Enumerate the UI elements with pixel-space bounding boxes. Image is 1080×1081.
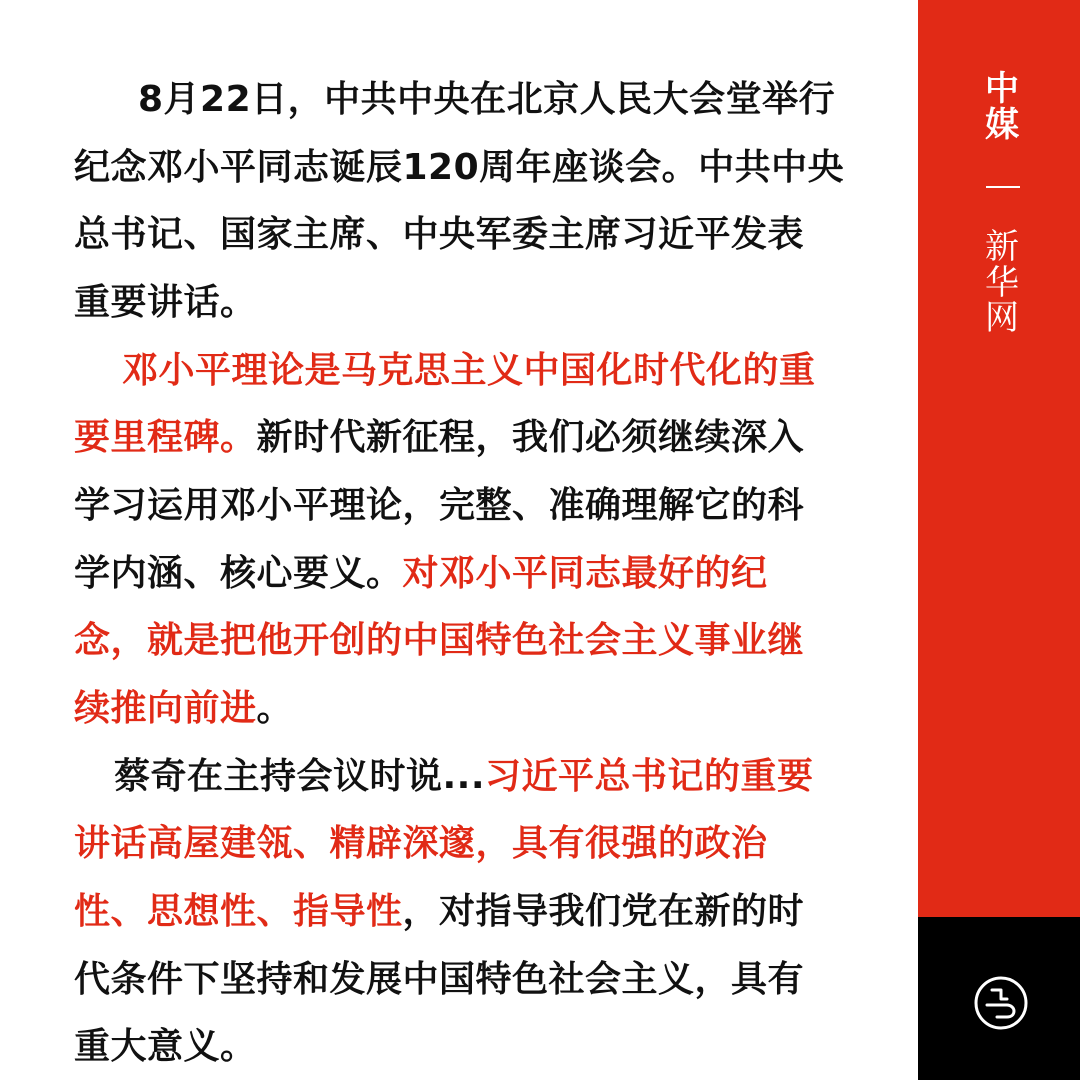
body-text: 。 xyxy=(256,688,294,730)
body-text: 学内涵、核心要义。 xyxy=(74,552,403,594)
paragraph-3-line-1 xyxy=(74,743,844,811)
source-label xyxy=(982,227,1022,339)
brand-char: 媒 xyxy=(985,104,1019,145)
paragraph-2-line-2 xyxy=(74,404,844,472)
highlight-text: 性、思想性、指导性 xyxy=(74,891,403,933)
paragraph-1 xyxy=(74,66,844,337)
body-text: ，对指导我们党在新的时 xyxy=(402,891,805,933)
paragraph-2-line-4 xyxy=(74,540,844,608)
paragraph-2-line-3: 学习运用邓小平理论，完整、准确理解它的科 xyxy=(74,485,805,527)
source-char: 新 xyxy=(985,227,1019,267)
highlight-text: 续推向前进 xyxy=(74,688,257,730)
highlight-text: 要里程碑。 xyxy=(74,417,257,459)
paragraph-3 xyxy=(74,743,844,1081)
paragraph-2-line-1: 邓小平理论是马克思主义中国化时代化的重 xyxy=(122,349,816,391)
paragraph-2-line-5: 念，就是把他开创的中国特色社会主义事业继 xyxy=(74,620,805,662)
sidebar-red-panel xyxy=(918,0,1080,917)
article-body xyxy=(74,66,844,1081)
source-char: 华 xyxy=(985,262,1019,303)
paragraph-1-line-1: 8月22日，中共中央在北京人民大会堂举行 xyxy=(138,79,836,120)
divider-dash xyxy=(986,186,1020,188)
highlight-text: 对邓小平同志最好的纪 xyxy=(402,552,768,594)
highlight-text: 习近平总书记的重要 xyxy=(485,755,814,797)
paragraph-1-line-2: 纪念邓小平同志诞辰120周年座谈会。中共中央 xyxy=(74,146,845,188)
paragraph-3-line-3 xyxy=(74,878,844,946)
paragraph-2 xyxy=(74,337,844,743)
paragraph-3-line-5: 重大意义。 xyxy=(74,1026,257,1068)
paragraph-3-line-2: 讲话高屋建瓴、精辟深邃，具有很强的政治 xyxy=(74,823,768,865)
sidebar-footer xyxy=(918,917,1080,1080)
brand-label xyxy=(982,69,1022,145)
paragraph-3-line-4: 代条件下坚持和发展中国特色社会主义，具有 xyxy=(74,958,805,1000)
brand-char: 中 xyxy=(985,69,1019,109)
body-text: 蔡奇在主持会议时说... xyxy=(114,755,486,797)
body-text: 新时代新征程，我们必须继续深入 xyxy=(256,417,805,459)
paragraph-1-line-3: 总书记、国家主席、中央军委主席习近平发表 xyxy=(74,214,805,256)
paragraph-1-line-4: 重要讲话。 xyxy=(74,282,257,324)
source-char: 网 xyxy=(985,298,1019,339)
paragraph-2-line-6 xyxy=(74,675,844,743)
circle-logo-icon xyxy=(973,975,1029,1031)
